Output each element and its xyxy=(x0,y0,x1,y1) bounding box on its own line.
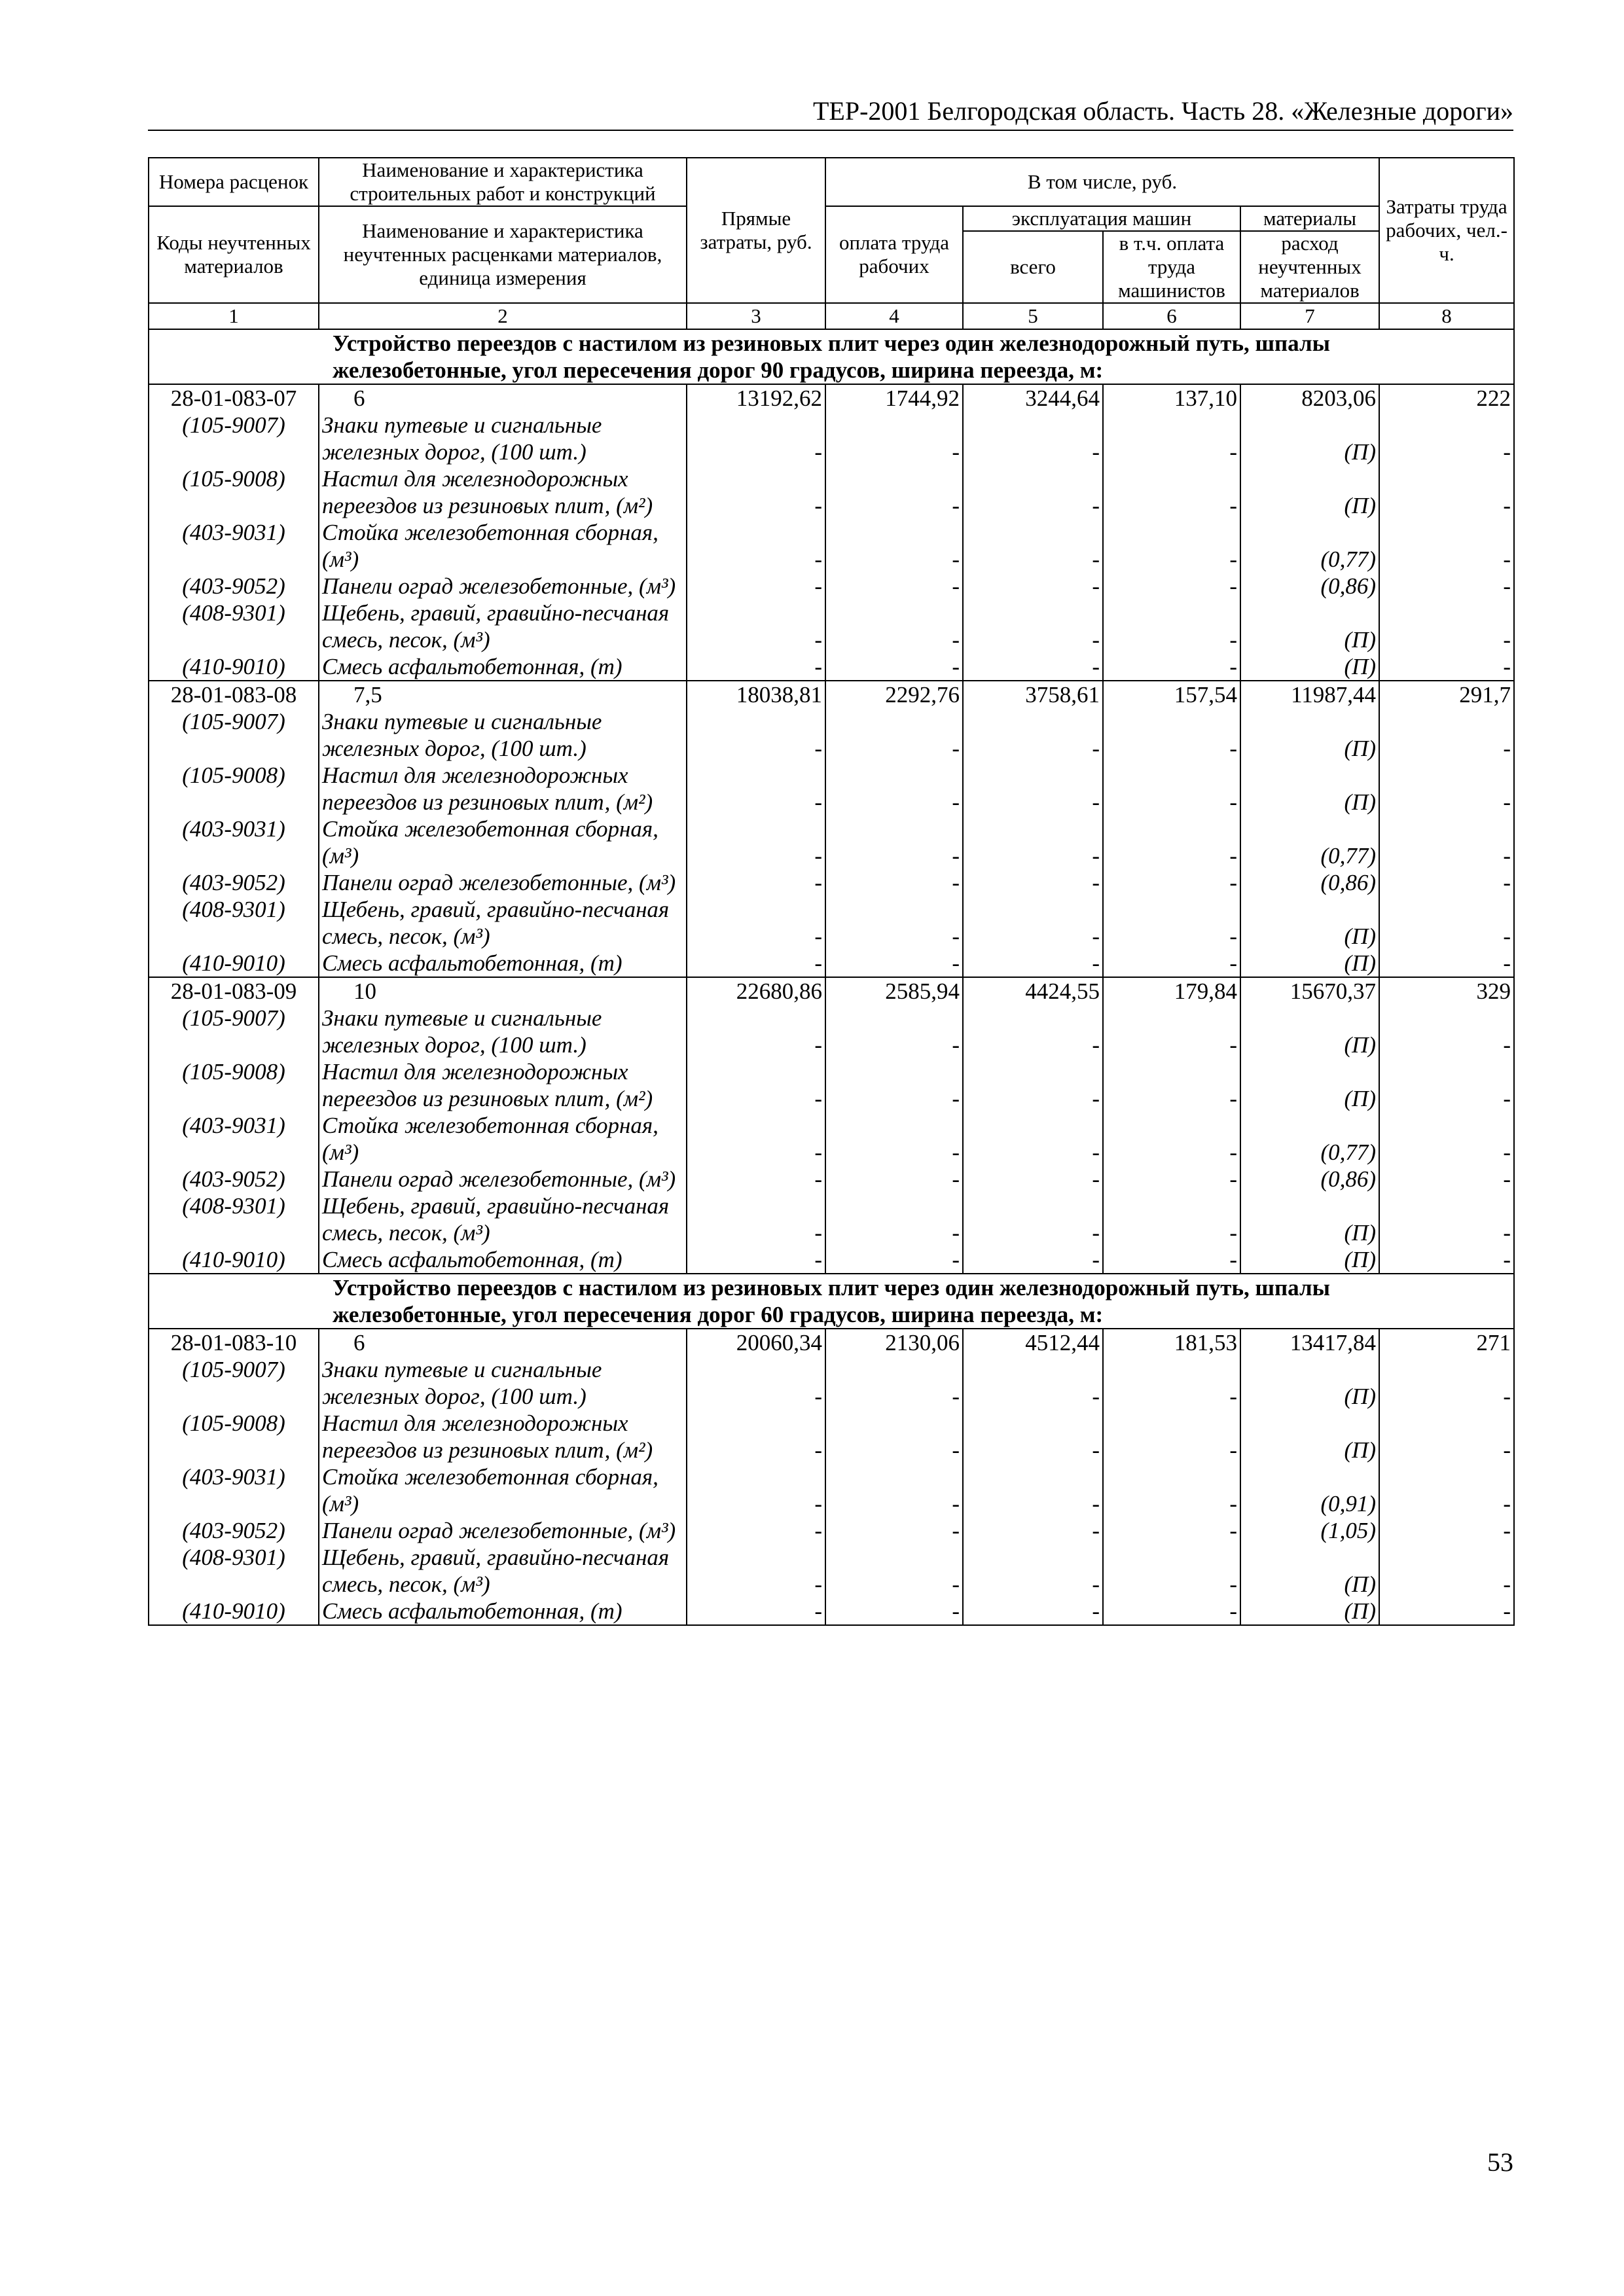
empty-dash: - xyxy=(825,1058,963,1112)
empty-dash: - xyxy=(1103,1410,1240,1463)
empty-dash: - xyxy=(825,1463,963,1517)
material-consumption: (П) xyxy=(1240,1005,1379,1058)
material-row xyxy=(149,1463,1514,1517)
material-row xyxy=(149,519,1514,573)
rate-row xyxy=(149,681,1514,708)
material-code: (105-9008) xyxy=(149,465,319,519)
material-code: (410-9010) xyxy=(149,1598,319,1625)
empty-dash: - xyxy=(1379,412,1514,465)
section-title: Устройство переездов с настилом из резиновых плит через один железнодорожный путь, шпалы железобетонные, угол пересечения дорог 60 градусов, ширина переезда, м: xyxy=(149,1274,1514,1329)
material-name: Настил для железнодорожных переездов из резиновых плит, (м²) xyxy=(319,762,687,816)
material-code: (403-9052) xyxy=(149,1166,319,1193)
material-name: Панели оград железобетонные, (м³) xyxy=(319,869,687,896)
empty-dash: - xyxy=(687,708,825,762)
header-col6: в т.ч. оплата труда машинистов xyxy=(1103,231,1240,303)
material-code: (410-9010) xyxy=(149,653,319,681)
page-header-title: ТЕР-2001 Белгородская область. Часть 28. «Железные дороги» xyxy=(813,96,1513,126)
empty-dash: - xyxy=(1379,1058,1514,1112)
direct-cost: 20060,34 xyxy=(687,1329,825,1356)
empty-dash: - xyxy=(1379,816,1514,869)
empty-dash: - xyxy=(1379,1544,1514,1598)
empty-dash: - xyxy=(1379,950,1514,977)
empty-dash: - xyxy=(1379,869,1514,896)
empty-dash: - xyxy=(1379,1356,1514,1410)
empty-dash: - xyxy=(963,653,1103,681)
material-row xyxy=(149,600,1514,653)
empty-dash: - xyxy=(1379,1005,1514,1058)
empty-dash: - xyxy=(825,1544,963,1598)
header-col1-top: Номера расценок xyxy=(149,158,319,206)
empty-dash: - xyxy=(963,762,1103,816)
empty-dash: - xyxy=(687,1544,825,1598)
rate-row xyxy=(149,1329,1514,1356)
material-name: Панели оград железобетонные, (м³) xyxy=(319,573,687,600)
material-consumption: (0,77) xyxy=(1240,816,1379,869)
empty-dash: - xyxy=(825,1598,963,1625)
material-code: (403-9031) xyxy=(149,1463,319,1517)
rate-row xyxy=(149,977,1514,1005)
empty-dash: - xyxy=(825,950,963,977)
material-consumption: (П) xyxy=(1240,896,1379,950)
empty-dash: - xyxy=(1379,519,1514,573)
empty-dash: - xyxy=(825,465,963,519)
material-row xyxy=(149,1517,1514,1544)
material-consumption: (П) xyxy=(1240,762,1379,816)
price-table xyxy=(148,157,1515,1626)
rate-code: 28-01-083-09 xyxy=(149,977,319,1005)
material-code: (408-9301) xyxy=(149,1193,319,1246)
material-name: Настил для железнодорожных переездов из резиновых плит, (м²) xyxy=(319,465,687,519)
empty-dash: - xyxy=(1103,1005,1240,1058)
material-row xyxy=(149,708,1514,762)
empty-dash: - xyxy=(687,1166,825,1193)
material-code: (105-9008) xyxy=(149,1058,319,1112)
machinist-labor-cost: 137,10 xyxy=(1103,384,1240,412)
header-col4: оплата труда рабочих xyxy=(825,206,963,303)
empty-dash: - xyxy=(825,600,963,653)
column-number: 4 xyxy=(825,303,963,329)
material-consumption: (П) xyxy=(1240,1246,1379,1274)
machinist-labor-cost: 179,84 xyxy=(1103,977,1240,1005)
material-code: (403-9052) xyxy=(149,1517,319,1544)
rate-name: 10 xyxy=(319,977,687,1005)
empty-dash: - xyxy=(1379,1246,1514,1274)
material-code: (105-9007) xyxy=(149,1356,319,1410)
header-col1-bottom: Коды неучтенных материалов xyxy=(149,206,319,303)
material-name: Знаки путевые и сигнальные железных дорог, (100 шт.) xyxy=(319,1356,687,1410)
material-consumption: (П) xyxy=(1240,600,1379,653)
empty-dash: - xyxy=(825,1112,963,1166)
empty-dash: - xyxy=(963,1410,1103,1463)
material-name: Щебень, гравий, гравийно-песчаная смесь, песок, (м³) xyxy=(319,1544,687,1598)
labor-hours: 291,7 xyxy=(1379,681,1514,708)
empty-dash: - xyxy=(1103,896,1240,950)
empty-dash: - xyxy=(963,412,1103,465)
empty-dash: - xyxy=(825,869,963,896)
empty-dash: - xyxy=(687,1598,825,1625)
material-consumption: (1,05) xyxy=(1240,1517,1379,1544)
page-number: 53 xyxy=(1487,2147,1513,2177)
empty-dash: - xyxy=(1379,1193,1514,1246)
empty-dash: - xyxy=(1103,762,1240,816)
material-code: (408-9301) xyxy=(149,600,319,653)
empty-dash: - xyxy=(687,465,825,519)
empty-dash: - xyxy=(1103,1598,1240,1625)
direct-cost: 13192,62 xyxy=(687,384,825,412)
rate-name: 7,5 xyxy=(319,681,687,708)
material-name: Знаки путевые и сигнальные железных дорог, (100 шт.) xyxy=(319,708,687,762)
material-consumption: (П) xyxy=(1240,1193,1379,1246)
header-col5: всего xyxy=(963,231,1103,303)
empty-dash: - xyxy=(963,519,1103,573)
empty-dash: - xyxy=(687,412,825,465)
material-consumption: (0,86) xyxy=(1240,869,1379,896)
material-name: Стойка железобетонная сборная, (м³) xyxy=(319,519,687,573)
empty-dash: - xyxy=(825,816,963,869)
empty-dash: - xyxy=(825,1166,963,1193)
empty-dash: - xyxy=(963,816,1103,869)
empty-dash: - xyxy=(1379,1112,1514,1166)
empty-dash: - xyxy=(687,519,825,573)
empty-dash: - xyxy=(1103,573,1240,600)
material-consumption: (П) xyxy=(1240,1598,1379,1625)
material-row xyxy=(149,1166,1514,1193)
empty-dash: - xyxy=(1103,869,1240,896)
material-name: Настил для железнодорожных переездов из резиновых плит, (м²) xyxy=(319,1410,687,1463)
material-code: (105-9008) xyxy=(149,762,319,816)
empty-dash: - xyxy=(1103,600,1240,653)
empty-dash: - xyxy=(1103,1166,1240,1193)
material-consumption: (П) xyxy=(1240,653,1379,681)
empty-dash: - xyxy=(825,573,963,600)
material-code: (403-9052) xyxy=(149,869,319,896)
empty-dash: - xyxy=(825,653,963,681)
empty-dash: - xyxy=(1103,1246,1240,1274)
material-code: (403-9031) xyxy=(149,1112,319,1166)
empty-dash: - xyxy=(963,950,1103,977)
material-row xyxy=(149,1356,1514,1410)
column-number: 6 xyxy=(1103,303,1240,329)
empty-dash: - xyxy=(687,1058,825,1112)
materials-cost: 13417,84 xyxy=(1240,1329,1379,1356)
rate-code: 28-01-083-10 xyxy=(149,1329,319,1356)
empty-dash: - xyxy=(687,1463,825,1517)
material-row xyxy=(149,816,1514,869)
header-group: В том числе, руб. xyxy=(825,158,1379,206)
material-row xyxy=(149,896,1514,950)
empty-dash: - xyxy=(825,1246,963,1274)
empty-dash: - xyxy=(963,1544,1103,1598)
material-consumption: (П) xyxy=(1240,1058,1379,1112)
empty-dash: - xyxy=(1379,653,1514,681)
empty-dash: - xyxy=(687,573,825,600)
material-consumption: (П) xyxy=(1240,1544,1379,1598)
material-consumption: (0,91) xyxy=(1240,1463,1379,1517)
materials-cost: 8203,06 xyxy=(1240,384,1379,412)
empty-dash: - xyxy=(963,1193,1103,1246)
header-rule xyxy=(148,130,1513,131)
material-name: Щебень, гравий, гравийно-песчаная смесь, песок, (м³) xyxy=(319,1193,687,1246)
header-col2-bottom: Наименование и характеристика неучтенных расценками материалов, единица измерения xyxy=(319,206,687,303)
empty-dash: - xyxy=(687,1112,825,1166)
direct-cost: 22680,86 xyxy=(687,977,825,1005)
machine-cost-total: 4424,55 xyxy=(963,977,1103,1005)
material-row xyxy=(149,1058,1514,1112)
material-code: (105-9008) xyxy=(149,1410,319,1463)
material-name: Знаки путевые и сигнальные железных дорог, (100 шт.) xyxy=(319,412,687,465)
material-code: (408-9301) xyxy=(149,1544,319,1598)
empty-dash: - xyxy=(687,653,825,681)
empty-dash: - xyxy=(687,816,825,869)
empty-dash: - xyxy=(687,1005,825,1058)
empty-dash: - xyxy=(1379,1517,1514,1544)
material-code: (403-9031) xyxy=(149,816,319,869)
column-number: 2 xyxy=(319,303,687,329)
material-name: Панели оград железобетонные, (м³) xyxy=(319,1517,687,1544)
materials-cost: 15670,37 xyxy=(1240,977,1379,1005)
empty-dash: - xyxy=(687,1246,825,1274)
empty-dash: - xyxy=(825,762,963,816)
material-name: Стойка железобетонная сборная, (м³) xyxy=(319,1112,687,1166)
empty-dash: - xyxy=(687,600,825,653)
header-machines: эксплуатация машин xyxy=(963,206,1240,231)
material-name: Смесь асфальтобетонная, (т) xyxy=(319,1246,687,1274)
material-code: (410-9010) xyxy=(149,950,319,977)
empty-dash: - xyxy=(1103,412,1240,465)
empty-dash: - xyxy=(687,1356,825,1410)
machine-cost-total: 4512,44 xyxy=(963,1329,1103,1356)
material-consumption: (П) xyxy=(1240,412,1379,465)
labor-cost: 2130,06 xyxy=(825,1329,963,1356)
direct-cost: 18038,81 xyxy=(687,681,825,708)
empty-dash: - xyxy=(963,1246,1103,1274)
labor-hours: 271 xyxy=(1379,1329,1514,1356)
material-name: Стойка железобетонная сборная, (м³) xyxy=(319,1463,687,1517)
rate-code: 28-01-083-07 xyxy=(149,384,319,412)
material-row xyxy=(149,1598,1514,1625)
material-name: Стойка железобетонная сборная, (м³) xyxy=(319,816,687,869)
material-code: (410-9010) xyxy=(149,1246,319,1274)
empty-dash: - xyxy=(687,1193,825,1246)
labor-hours: 329 xyxy=(1379,977,1514,1005)
rate-name: 6 xyxy=(319,384,687,412)
material-row xyxy=(149,1005,1514,1058)
empty-dash: - xyxy=(963,896,1103,950)
column-number: 5 xyxy=(963,303,1103,329)
empty-dash: - xyxy=(1379,1410,1514,1463)
material-code: (105-9007) xyxy=(149,1005,319,1058)
empty-dash: - xyxy=(1379,1166,1514,1193)
material-consumption: (П) xyxy=(1240,1410,1379,1463)
empty-dash: - xyxy=(825,896,963,950)
section-title-row xyxy=(149,329,1514,384)
column-number: 1 xyxy=(149,303,319,329)
empty-dash: - xyxy=(1103,1193,1240,1246)
header-col2-top: Наименование и характеристика строительных работ и конструкций xyxy=(319,158,687,206)
section-title: Устройство переездов с настилом из резиновых плит через один железнодорожный путь, шпалы железобетонные, угол пересечения дорог 90 градусов, ширина переезда, м: xyxy=(149,329,1514,384)
empty-dash: - xyxy=(687,1517,825,1544)
material-row xyxy=(149,869,1514,896)
column-number: 3 xyxy=(687,303,825,329)
column-number-row xyxy=(149,303,1514,329)
empty-dash: - xyxy=(687,869,825,896)
empty-dash: - xyxy=(825,708,963,762)
empty-dash: - xyxy=(825,1193,963,1246)
material-name: Смесь асфальтобетонная, (т) xyxy=(319,653,687,681)
labor-cost: 2585,94 xyxy=(825,977,963,1005)
empty-dash: - xyxy=(963,1517,1103,1544)
column-number: 7 xyxy=(1240,303,1379,329)
material-row xyxy=(149,762,1514,816)
column-number: 8 xyxy=(1379,303,1514,329)
empty-dash: - xyxy=(1379,708,1514,762)
material-code: (403-9031) xyxy=(149,519,319,573)
empty-dash: - xyxy=(687,762,825,816)
material-consumption: (П) xyxy=(1240,950,1379,977)
empty-dash: - xyxy=(1103,465,1240,519)
empty-dash: - xyxy=(1379,600,1514,653)
empty-dash: - xyxy=(1103,1463,1240,1517)
empty-dash: - xyxy=(963,869,1103,896)
material-row xyxy=(149,465,1514,519)
material-name: Знаки путевые и сигнальные железных дорог, (100 шт.) xyxy=(319,1005,687,1058)
materials-cost: 11987,44 xyxy=(1240,681,1379,708)
empty-dash: - xyxy=(963,1166,1103,1193)
material-row xyxy=(149,1193,1514,1246)
labor-cost: 1744,92 xyxy=(825,384,963,412)
machine-cost-total: 3244,64 xyxy=(963,384,1103,412)
material-row xyxy=(149,1112,1514,1166)
empty-dash: - xyxy=(1103,1112,1240,1166)
labor-hours: 222 xyxy=(1379,384,1514,412)
empty-dash: - xyxy=(1379,465,1514,519)
empty-dash: - xyxy=(1379,762,1514,816)
empty-dash: - xyxy=(963,573,1103,600)
empty-dash: - xyxy=(1379,1463,1514,1517)
empty-dash: - xyxy=(963,1005,1103,1058)
header-materials: материалы xyxy=(1240,206,1379,231)
material-consumption: (П) xyxy=(1240,465,1379,519)
empty-dash: - xyxy=(963,708,1103,762)
material-consumption: (П) xyxy=(1240,708,1379,762)
material-code: (105-9007) xyxy=(149,708,319,762)
rate-name: 6 xyxy=(319,1329,687,1356)
empty-dash: - xyxy=(687,1410,825,1463)
material-name: Смесь асфальтобетонная, (т) xyxy=(319,950,687,977)
empty-dash: - xyxy=(1103,519,1240,573)
empty-dash: - xyxy=(963,600,1103,653)
empty-dash: - xyxy=(1103,816,1240,869)
material-name: Настил для железнодорожных переездов из резиновых плит, (м²) xyxy=(319,1058,687,1112)
material-code: (105-9007) xyxy=(149,412,319,465)
material-row xyxy=(149,950,1514,977)
material-code: (408-9301) xyxy=(149,896,319,950)
empty-dash: - xyxy=(963,1356,1103,1410)
empty-dash: - xyxy=(1379,896,1514,950)
material-name: Щебень, гравий, гравийно-песчаная смесь, песок, (м³) xyxy=(319,896,687,950)
empty-dash: - xyxy=(825,519,963,573)
empty-dash: - xyxy=(1103,1058,1240,1112)
material-consumption: (0,77) xyxy=(1240,519,1379,573)
header-col8: Затраты труда рабочих, чел.-ч. xyxy=(1379,158,1514,303)
material-row xyxy=(149,573,1514,600)
material-row xyxy=(149,412,1514,465)
material-code: (403-9052) xyxy=(149,573,319,600)
empty-dash: - xyxy=(963,1463,1103,1517)
empty-dash: - xyxy=(687,950,825,977)
material-name: Щебень, гравий, гравийно-песчаная смесь, песок, (м³) xyxy=(319,600,687,653)
section-title-row xyxy=(149,1274,1514,1329)
material-consumption: (0,86) xyxy=(1240,1166,1379,1193)
empty-dash: - xyxy=(1103,708,1240,762)
material-name: Панели оград железобетонные, (м³) xyxy=(319,1166,687,1193)
empty-dash: - xyxy=(1103,1544,1240,1598)
labor-cost: 2292,76 xyxy=(825,681,963,708)
header-row-1 xyxy=(149,158,1514,206)
machinist-labor-cost: 157,54 xyxy=(1103,681,1240,708)
empty-dash: - xyxy=(1103,950,1240,977)
material-consumption: (0,86) xyxy=(1240,573,1379,600)
material-row xyxy=(149,653,1514,681)
empty-dash: - xyxy=(825,1410,963,1463)
material-row xyxy=(149,1544,1514,1598)
machine-cost-total: 3758,61 xyxy=(963,681,1103,708)
header-row-2 xyxy=(149,206,1514,231)
empty-dash: - xyxy=(1103,1517,1240,1544)
empty-dash: - xyxy=(1103,1356,1240,1410)
empty-dash: - xyxy=(963,465,1103,519)
header-col3: Прямые затраты, руб. xyxy=(687,158,825,303)
material-row xyxy=(149,1246,1514,1274)
machinist-labor-cost: 181,53 xyxy=(1103,1329,1240,1356)
empty-dash: - xyxy=(825,1356,963,1410)
empty-dash: - xyxy=(1103,653,1240,681)
rate-code: 28-01-083-08 xyxy=(149,681,319,708)
rate-row xyxy=(149,384,1514,412)
empty-dash: - xyxy=(963,1058,1103,1112)
empty-dash: - xyxy=(1379,573,1514,600)
empty-dash: - xyxy=(687,896,825,950)
empty-dash: - xyxy=(963,1598,1103,1625)
empty-dash: - xyxy=(825,1517,963,1544)
empty-dash: - xyxy=(825,1005,963,1058)
material-name: Смесь асфальтобетонная, (т) xyxy=(319,1598,687,1625)
empty-dash: - xyxy=(1379,1598,1514,1625)
empty-dash: - xyxy=(825,412,963,465)
header-col7: расход неучтенных материалов xyxy=(1240,231,1379,303)
material-consumption: (0,77) xyxy=(1240,1112,1379,1166)
material-row xyxy=(149,1410,1514,1463)
material-consumption: (П) xyxy=(1240,1356,1379,1410)
empty-dash: - xyxy=(963,1112,1103,1166)
